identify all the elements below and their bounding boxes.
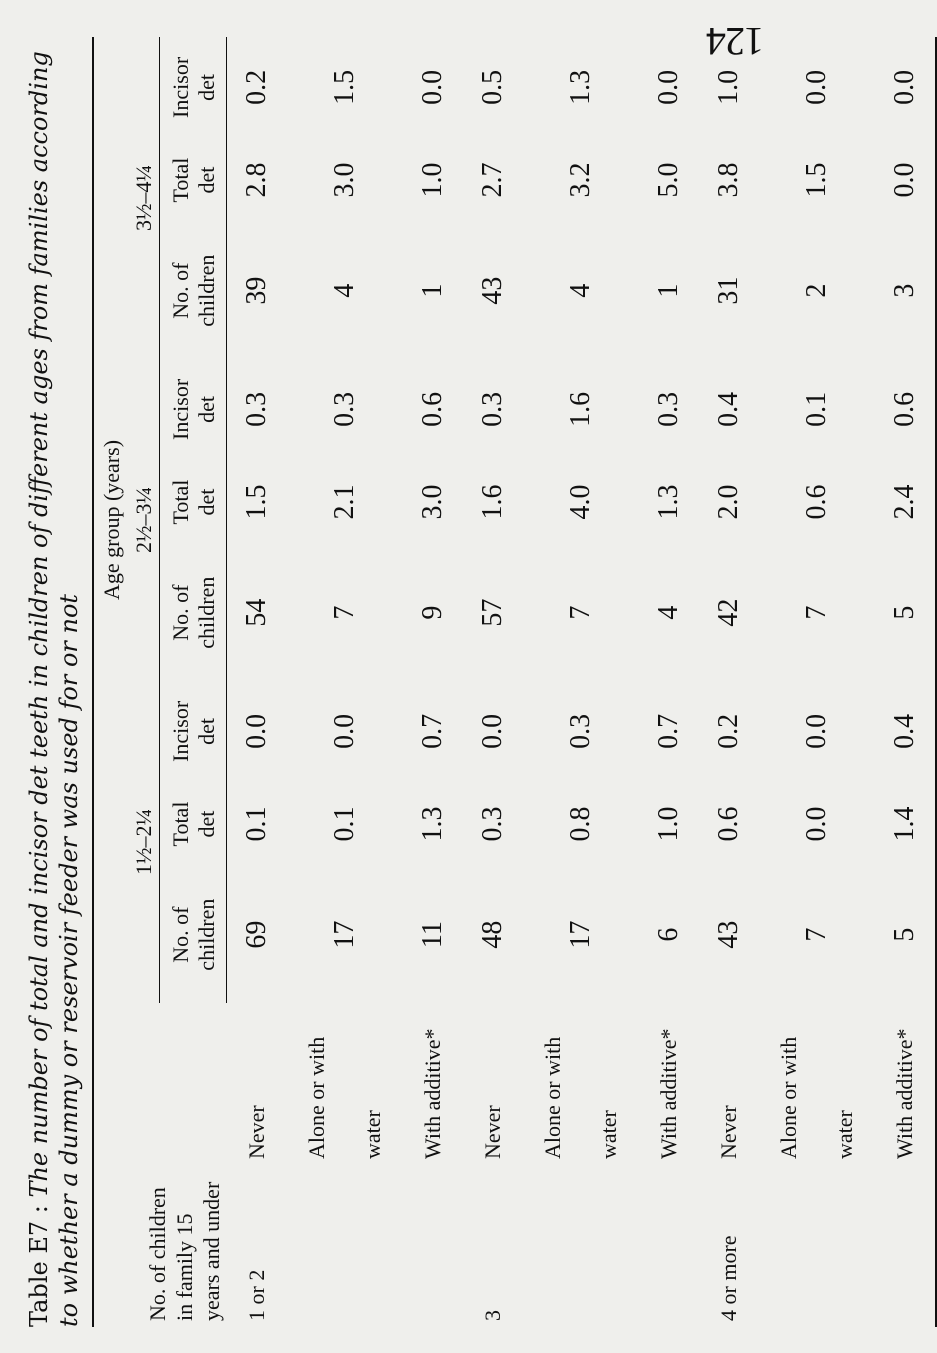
- row-subheader-blank: [93, 1003, 227, 1165]
- table-cell: 7: [801, 927, 832, 942]
- table-cell: 3.2: [565, 162, 596, 198]
- table-cell: 17: [329, 920, 360, 949]
- table-block: [20, 37, 920, 1327]
- table-cell: 54: [241, 598, 272, 627]
- table-cell: 1.5: [801, 162, 832, 198]
- table-row: [463, 37, 523, 1327]
- row-label: Alone or with water: [776, 1036, 857, 1159]
- row-group-label: [759, 1165, 875, 1327]
- table-cell: 0.0: [801, 806, 832, 842]
- col-header: No. of children: [160, 222, 227, 359]
- table-cell: 17: [565, 920, 596, 949]
- table-row: [759, 37, 875, 1327]
- table-cell: 42: [713, 598, 744, 627]
- row-label: With additive*: [656, 1028, 681, 1159]
- table-cell: 0.6: [801, 484, 832, 520]
- row-group-label: [287, 1165, 403, 1327]
- table-row: [403, 37, 463, 1327]
- col-header: No. of children: [160, 544, 227, 681]
- table-cell: 5.0: [653, 162, 684, 198]
- table-cell: 1.4: [875, 782, 936, 867]
- table-cell: 4: [329, 283, 360, 298]
- table-cell: 1.0: [417, 162, 448, 198]
- table-cell: 0.0: [801, 69, 832, 105]
- table-cell: 7: [801, 605, 832, 620]
- table-cell: 0.0: [875, 37, 936, 138]
- row-label: Alone or with water: [540, 1036, 621, 1159]
- table-cell: 0.8: [565, 806, 596, 842]
- table-cell: 1.0: [653, 806, 684, 842]
- caption-text: The number of total and incisor det teeth in children of different ages from families according to whether a dummy or reservoir feeder was used for or not: [25, 51, 83, 1327]
- table-cell: 2.8: [241, 162, 272, 198]
- table-cell: 3.0: [417, 484, 448, 520]
- table-cell: 0.7: [417, 713, 448, 749]
- table-cell: 6: [653, 927, 684, 942]
- table-cell: 7: [329, 605, 360, 620]
- row-group-label: 4 or more: [716, 1235, 741, 1321]
- table-cell: 0.6: [417, 391, 448, 427]
- table-cell: 43: [477, 276, 508, 305]
- table-cell: 2.1: [329, 484, 360, 520]
- age-group-label: Age group (years): [93, 37, 127, 1003]
- table-body: [227, 37, 937, 1327]
- table-cell: 7: [565, 605, 596, 620]
- table-cell: 48: [477, 920, 508, 949]
- row-label: With additive*: [875, 1003, 936, 1165]
- table-cell: 1.6: [477, 484, 508, 520]
- table-cell: 2.4: [875, 460, 936, 545]
- table-cell: 57: [477, 598, 508, 627]
- table-cell: 0.3: [653, 391, 684, 427]
- age-group-1: 1½–2¼: [127, 681, 160, 1003]
- age-group-3: 3½–4¼: [127, 37, 160, 359]
- row-group-label: 1 or 2: [243, 1269, 269, 1321]
- table-cell: 2: [801, 283, 832, 298]
- table-cell: 1: [417, 283, 448, 298]
- table-cell: 4: [653, 605, 684, 620]
- table-cell: 2.7: [477, 162, 508, 198]
- table-cell: 0.1: [329, 806, 360, 842]
- row-group-label: [403, 1165, 463, 1327]
- table-cell: 0.3: [241, 391, 272, 427]
- row-header-text: No. of children in family 15 years and under: [144, 1181, 224, 1321]
- table-cell: 0.0: [801, 713, 832, 749]
- row-label: Never: [716, 1105, 741, 1159]
- table-cell: 4: [565, 283, 596, 298]
- table-row: [875, 37, 936, 1327]
- col-header: Incisor det: [160, 359, 227, 460]
- table-cell: 0.1: [801, 391, 832, 427]
- table-row: [227, 37, 288, 1327]
- table-row: [287, 37, 403, 1327]
- table-cell: 0.3: [477, 806, 508, 842]
- table-cell: 5: [875, 866, 936, 1003]
- table-cell: 0.0: [329, 713, 360, 749]
- col-header: No. of children: [160, 866, 227, 1003]
- table-row: [523, 37, 639, 1327]
- row-group-label: 3: [480, 1310, 505, 1321]
- table-cell: 11: [417, 921, 448, 949]
- col-header: Incisor det: [160, 681, 227, 782]
- table-cell: 1.3: [653, 484, 684, 520]
- caption-label: Table E7 :: [25, 1205, 53, 1327]
- table-row: [699, 37, 759, 1327]
- table-cell: 1.6: [565, 391, 596, 427]
- table-cell: 4.0: [565, 484, 596, 520]
- table-cell: 0.1: [241, 806, 272, 842]
- col-header: Total det: [160, 460, 227, 545]
- table-cell: 0.2: [241, 69, 272, 105]
- table-cell: 39: [241, 276, 272, 305]
- row-group-label: [875, 1165, 936, 1327]
- table-cell: 1.5: [241, 484, 272, 520]
- table-cell: 0.5: [477, 69, 508, 105]
- col-header: Total det: [160, 782, 227, 867]
- row-group-label: [639, 1165, 699, 1327]
- row-header: [93, 1165, 227, 1327]
- row-group-label: [523, 1165, 639, 1327]
- table-cell: 0.3: [329, 391, 360, 427]
- table-cell: 1.3: [565, 69, 596, 105]
- table-cell: 0.0: [653, 69, 684, 105]
- data-table: [92, 37, 937, 1327]
- table-cell: 1.5: [329, 69, 360, 105]
- table-cell: 69: [241, 920, 272, 949]
- table-cell: 5: [875, 544, 936, 681]
- table-cell: 0.4: [875, 681, 936, 782]
- table-cell: 0.0: [477, 713, 508, 749]
- age-group-2: 2½–3¼: [127, 359, 160, 681]
- table-cell: 1.0: [713, 69, 744, 105]
- table-cell: 2.0: [713, 484, 744, 520]
- row-label: With additive*: [420, 1028, 445, 1159]
- col-header: Incisor det: [160, 37, 227, 138]
- page-number: 124: [707, 19, 764, 64]
- table-cell: 3.8: [713, 162, 744, 198]
- table-cell: 0.4: [713, 391, 744, 427]
- table-cell: 0.7: [653, 713, 684, 749]
- col-header: Total det: [160, 138, 227, 223]
- table-row: [639, 37, 699, 1327]
- row-label: Alone or with water: [304, 1036, 385, 1159]
- table-cell: 0.0: [241, 713, 272, 749]
- row-label: Never: [243, 1105, 269, 1159]
- table-cell: 0.0: [875, 138, 936, 223]
- table-caption: [20, 37, 84, 1327]
- table-cell: 0.6: [713, 806, 744, 842]
- row-label: Never: [480, 1105, 505, 1159]
- table-cell: 31: [713, 276, 744, 305]
- table-cell: 1: [653, 283, 684, 298]
- table-cell: 3.0: [329, 162, 360, 198]
- table-cell: 0.3: [565, 713, 596, 749]
- table-cell: 0.0: [417, 69, 448, 105]
- table-cell: 0.2: [713, 713, 744, 749]
- table-cell: 3: [875, 222, 936, 359]
- table-cell: 9: [417, 605, 448, 620]
- table-cell: 43: [713, 920, 744, 949]
- table-cell: 1.3: [417, 806, 448, 842]
- table-cell: 0.3: [477, 391, 508, 427]
- table-cell: 0.6: [875, 359, 936, 460]
